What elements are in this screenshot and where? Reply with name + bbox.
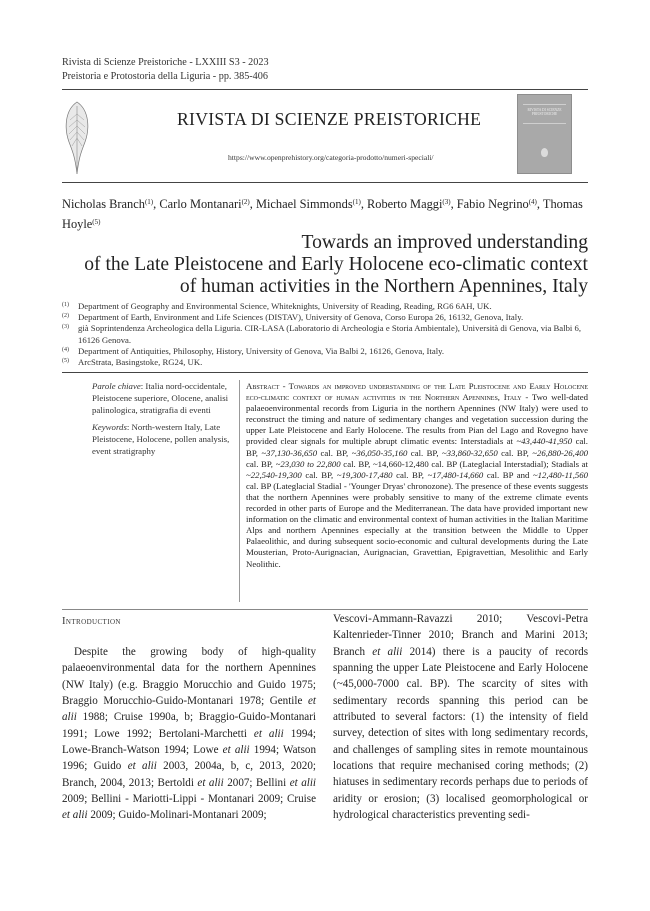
affiliation [62, 323, 588, 345]
abstract-date: ~43,440-41,950 [516, 436, 573, 447]
affiliation-number: (3) [62, 324, 69, 331]
body-text: Despite the growing body of high-quality palaeoenvironmental data for the northern Apennines (NW Italy) (e.g. Braggio Morucchio and Guido 1975; Braggio Morucchio-Guido-Montanari 1978; Gentile [62, 646, 316, 708]
running-header [62, 56, 462, 83]
affiliation [62, 312, 588, 323]
cover-title: RIVISTA DI SCIENZE PREISTORICHE [527, 108, 562, 117]
body-text: 2009; Guido-Molinari-Montanari 2009; [87, 809, 267, 822]
affiliation [62, 357, 588, 368]
abstract-date: ~37,130-36,650 [261, 447, 318, 458]
journal-url[interactable]: https://www.openprehistory.org/categoria-prodotto/numeri-speciali/ [228, 153, 434, 162]
abstract-text: cal. BP, [246, 436, 588, 458]
author-affiliation-mark: (4) [528, 198, 537, 206]
affiliation-number: (1) [62, 302, 69, 308]
affiliation-text: Department of Antiquities, Philosophy, History, University of Genova, Via Balbi 2, 16126, Genova, Italy. [78, 345, 445, 356]
abstract-date: ~33,860-32,650 [441, 447, 498, 458]
affiliations-bottom-rule [62, 372, 588, 373]
author-name: Thomas Hoyle [62, 197, 583, 231]
keywords-english-label: Keywords [92, 422, 127, 433]
body-text: 1988; Cruise 1990a, b; Braggio-Guido-Montanari 1991; Lowe 1992; Bertolani-Marchetti [62, 711, 316, 740]
abstract-date: ~23,030 to 22,800 [275, 458, 341, 469]
abstract-date: ~36,050-35,160 [351, 447, 408, 458]
author-affiliation-mark: (3) [442, 198, 451, 206]
affiliation [62, 301, 588, 312]
journal-title: RIVISTA DI SCIENZE PREISTORICHE [177, 109, 482, 129]
author-affiliation-mark: (1) [352, 198, 361, 206]
affiliation-number: (2) [62, 313, 69, 320]
abstract-text: cal. BP, [246, 458, 276, 469]
body-text: 2009; Bellini - Mariotti-Lippi - Montanari 2009; Cruise [62, 793, 316, 806]
abstract-text: cal. BP, [317, 447, 352, 458]
abstract-date: ~26,880-26,400 [532, 447, 588, 458]
abstract-text: cal. BP, [407, 447, 442, 458]
author-name: Michael Simmonds [255, 197, 353, 211]
abstract-heading: Abstract - Towards an improved understanding of the Late Pleistocene and Early Holocene eco-climatic context of human activities in the Northern Apennines, Italy [246, 381, 588, 403]
journal-cover-thumbnail [517, 94, 572, 174]
affiliation-text: Department of Earth, Environment and Life Sciences (DISTAV), University of Genova, Corso Europa 26, 16132, Genova, Italy. [78, 312, 524, 323]
abstract-divider [239, 380, 240, 602]
abstract-date: ~17,480-14,660 [427, 469, 484, 480]
article-title-line: of the Late Pleistocene and Early Holocene eco-climatic context [84, 254, 588, 275]
running-header-volume: Rivista di Scienze Preistoriche - LXXIII S3 - 2023 [62, 57, 269, 68]
affiliation [62, 346, 588, 357]
affiliation-number: (5) [62, 358, 69, 365]
body-text: 1994; Watson 1996; Guido [62, 744, 316, 773]
author-name: Nicholas Branch [62, 197, 145, 211]
header-top-rule [62, 89, 588, 90]
body-italic: et alii [127, 760, 157, 773]
running-header-series: Preistoria e Protostoria della Liguria - pp. 385-406 [62, 70, 268, 82]
cover-emblem-icon [541, 148, 548, 157]
keywords-italian [92, 380, 232, 416]
affiliation-text: già Soprintendenza Archeologica della Liguria. CIR-LASA (Laboratorio di Archeologia e Storia Ambientale), Università di Genova, via Balbi 6, 16126 Genova. [78, 323, 582, 345]
keywords-english [92, 421, 232, 457]
body-text: 2014) there is a paucity of records spanning the upper Late Pleistocene and Early Holocene (~45,000-7000 cal. BP). The scarcity of sites with sedimentary records spanning this period can be attributed to several factors: (1) the intensity of field survey, detection of sites with long sedimentary records, and challenges of sampling sites in remote mountainous locations that require mechanised coring methods; (2) hiatuses in sedimentary records perhaps due to periods of aridity or erosion; (3) localised geomorphological or hydrological characteristics preventing sedi- [333, 645, 589, 822]
abstract-text: cal. BP, [392, 469, 428, 480]
body-italic: et alii [222, 744, 250, 757]
affiliation-number: (4) [62, 346, 69, 353]
masthead-bottom-rule [62, 182, 588, 183]
author-affiliation-mark: (5) [92, 218, 101, 226]
body-column-right [333, 611, 588, 823]
author-affiliation-mark: (1) [144, 198, 154, 206]
body-italic: et alii [289, 776, 317, 789]
abstract-text: cal. BP and [483, 469, 533, 480]
abstract-date: ~19,300-17,480 [336, 469, 393, 480]
abstract-text: - Two well-dated palaeoenvironmental records from Liguria in the northern Apennines (NW Italy) were used to reconstruct the timing and nature of sedimentary changes and vegetation succession during the upper Late Pleistocene and Early Holocene. The results from Pian del Lago and Rovegno have provided clear signals for multiple abrupt climatic events: Interstadials at [246, 392, 588, 447]
cover-mid-rule [523, 123, 566, 124]
journal-logo-icon [60, 98, 94, 178]
section-heading-introduction: Introduction [62, 616, 121, 627]
author-affiliation-mark: (2) [241, 198, 250, 206]
abstract-date: ~12,480-11,560 [532, 469, 589, 480]
body-text: 2003, 2004a, b, c, 2013, 2020; Branch, 2004, 2013; Bertoldi [62, 760, 316, 789]
body-italic: et alii [372, 645, 403, 658]
affiliations-list [62, 301, 588, 368]
keywords-english-text: : North-western Italy, Late Pleistocene, Holocene, pollen analysis, event stratigraphy [92, 422, 230, 457]
abstract-text: cal. BP, [301, 469, 337, 480]
affiliation-text: ArcStrata, Basingstoke, RG24, UK. [78, 357, 203, 368]
body-italic: et alii [62, 695, 316, 724]
body-text: 2007; Bellini [223, 776, 290, 789]
author-name: Carlo Montanari [159, 197, 242, 211]
article-title [62, 232, 588, 298]
abstract [246, 381, 588, 570]
body-italic: et alii [62, 809, 88, 822]
keywords-italian-label: Parole chiave [92, 381, 141, 391]
article-title-line: of human activities in the Northern Apennines, Italy [179, 276, 588, 297]
affiliation-text: Department of Geography and Environmental Science, Whiteknights, University of Reading, Reading, RG6 6AH, UK. [78, 301, 492, 311]
author-name: Roberto Maggi [367, 197, 443, 211]
body-text: 1994; Lowe-Branch-Watson 1994; Lowe [62, 727, 317, 757]
abstract-date: ~22,540-19,300 [246, 469, 302, 480]
keywords-italian-text: : Italia nord-occidentale, Pleistocene superiore, Olocene, analisi palinologica, stratigrafia di eventi [92, 381, 229, 416]
keywords-block [92, 380, 232, 458]
abstract-text: cal. BP (Lateglacial Stadial - 'Younger Dryas' chronozone). The presence of these events suggests that the northern Apennines were probably sensitive to many of the extreme climate events recorded in other parts of Europe and the Mediterranean. The data have provided important new information on the climatic and environmental context of human activities in the Italian Maritime Alps and northern Apennines especially at the transition between the Middle to Upper Palaeolithic, and during subsequent socio-economic and cultural developments during the Late Mousterian, Proto-Aurignacian, Aurignacian, Gravettian, Epigravettian, Mesolithic and Early Neolithic. [246, 480, 588, 569]
author-list: Nicholas Branch$^{(1)}$, Carlo Montanari$^{(2)}$, Michael Simmonds$^{(1)}$, Roberto Maggi$^{(3)}$, Fabio Negrino$^{(4)}$, Thomas Hoyle$^{(5)}$ [62, 197, 583, 231]
abstract-bottom-rule [62, 609, 588, 610]
author-name: Fabio Negrino [456, 197, 529, 211]
cover-top-rule [523, 104, 566, 105]
article-title-line: Towards an improved understanding [301, 232, 588, 253]
body-text: Vescovi-Ammann-Ravazzi 2010; Vescovi-Petra Kaltenrieder-Tinner 2010; Branch and Marini 2013; Branch [333, 613, 588, 658]
abstract-text: cal. BP, [497, 447, 533, 458]
body-italic: et alii [253, 727, 284, 740]
body-column-left [62, 644, 316, 824]
abstract-text: cal. BP, ~14,660-12,480 cal. BP (Lateglacial Interstadial); Stadials at [340, 458, 588, 469]
body-italic: et alii [197, 776, 224, 789]
